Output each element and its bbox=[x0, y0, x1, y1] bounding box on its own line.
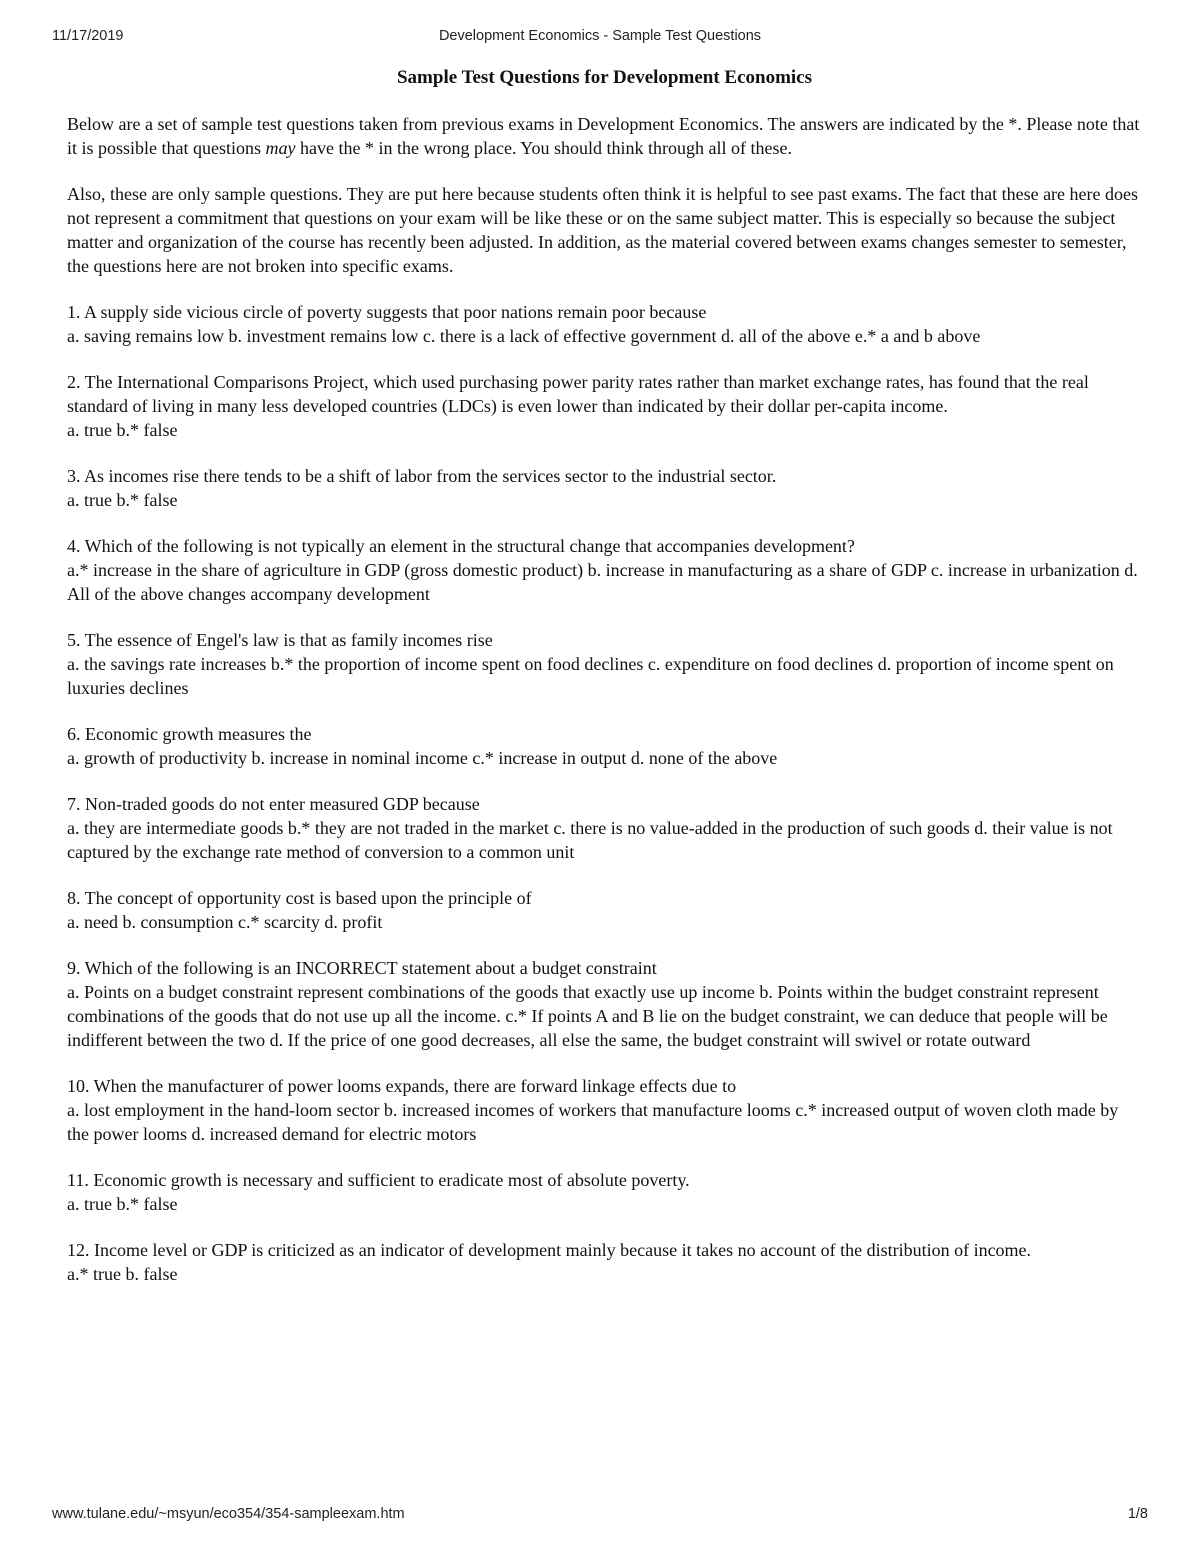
question-10 bbox=[67, 1074, 1142, 1146]
question-options: a. the savings rate increases b.* the proportion of income spent on food declines c. expenditure on food declines d. proportion of income spent on luxuries declines bbox=[67, 654, 1114, 698]
question-text: 10. When the manufacturer of power looms expands, there are forward linkage effects due to bbox=[67, 1076, 737, 1096]
print-header-title: Development Economics - Sample Test Questions bbox=[438, 28, 762, 44]
question-text: 3. As incomes rise there tends to be a shift of labor from the services sector to the industrial sector. bbox=[67, 466, 777, 486]
question-2 bbox=[67, 370, 1142, 442]
footer-url: www.tulane.edu/~msyun/eco354/354-sampleexam.htm bbox=[52, 1506, 405, 1522]
question-5 bbox=[67, 628, 1142, 700]
question-text: 7. Non-traded goods do not enter measured GDP because bbox=[67, 794, 480, 814]
question-options: a. lost employment in the hand-loom sector b. increased incomes of workers that manufacture looms c.* increased output of woven cloth made by the power looms d. increased demand for electric motors bbox=[67, 1100, 1119, 1144]
page-number: 1/8 bbox=[1127, 1506, 1148, 1522]
question-6 bbox=[67, 722, 1142, 770]
question-text: 2. The International Comparisons Project, which used purchasing power parity rates rather than market exchange rates, has found that the real standard of living in many less developed countries (LDCs) is even lower than indicated by their dollar per-capita income. bbox=[67, 372, 1089, 416]
question-text: 11. Economic growth is necessary and sufficient to eradicate most of absolute poverty. bbox=[67, 1170, 690, 1190]
question-options: a.* true b. false bbox=[67, 1264, 178, 1284]
question-9 bbox=[67, 956, 1142, 1052]
print-date: 11/17/2019 bbox=[52, 28, 124, 44]
question-7 bbox=[67, 792, 1142, 864]
question-options: a. true b.* false bbox=[67, 1194, 178, 1214]
question-3 bbox=[67, 464, 1142, 512]
intro-1-text-end: have the * in the wrong place. You should think through all of these. bbox=[295, 138, 792, 158]
question-11 bbox=[67, 1168, 1142, 1216]
question-8 bbox=[67, 886, 1142, 934]
page-title: Sample Test Questions for Development Economics bbox=[396, 67, 812, 88]
intro-1-emphasis: may bbox=[265, 138, 296, 158]
question-4 bbox=[67, 534, 1142, 606]
question-text: 6. Economic growth measures the bbox=[67, 724, 312, 744]
intro-1-text-start: Below are a set of sample test questions taken from previous exams in Development Economics. The answers are indicated by the *. Please note that it is possible that questions bbox=[67, 114, 1140, 158]
question-text: 12. Income level or GDP is criticized as an indicator of development mainly because it takes no account of the distribution of income. bbox=[67, 1240, 1032, 1260]
question-options: a. saving remains low b. investment remains low c. there is a lack of effective government d. all of the above e.* a and b above bbox=[67, 326, 981, 346]
question-text: 1. A supply side vicious circle of poverty suggests that poor nations remain poor because bbox=[67, 302, 707, 322]
question-options: a. they are intermediate goods b.* they are not traded in the market c. there is no value-added in the production of such goods d. their value is not captured by the exchange rate method of conversion to a common unit bbox=[67, 818, 1113, 862]
intro-paragraph-1 bbox=[67, 112, 1142, 160]
question-1 bbox=[67, 300, 1142, 348]
question-text: 5. The essence of Engel's law is that as family incomes rise bbox=[67, 630, 493, 650]
question-options: a. true b.* false bbox=[67, 420, 178, 440]
intro-paragraph-2: Also, these are only sample questions. They are put here because students often think it is helpful to see past exams. The fact that these are here does not represent a commitment that questions on your exam will be like these or on the same subject matter. This is especially so because the subject matter and organization of the course has recently been adjusted. In addition, as the material covered between exams changes semester to semester, the questions here are not broken into specific exams. bbox=[67, 184, 1139, 276]
question-options: a. need b. consumption c.* scarcity d. profit bbox=[67, 912, 383, 932]
document-body bbox=[67, 66, 1142, 1308]
question-text: 9. Which of the following is an INCORRECT statement about a budget constraint bbox=[67, 958, 657, 978]
question-text: 4. Which of the following is not typically an element in the structural change that accompanies development? bbox=[67, 536, 855, 556]
question-text: 8. The concept of opportunity cost is based upon the principle of bbox=[67, 888, 532, 908]
question-options: a.* increase in the share of agriculture in GDP (gross domestic product) b. increase in manufacturing as a share of GDP c. increase in urbanization d. All of the above changes accompany development bbox=[67, 560, 1138, 604]
question-options: a. Points on a budget constraint represent combinations of the goods that exactly use up income b. Points within the budget constraint represent combinations of the goods that do not use up all the income. c.* If points A and B lie on the budget constraint, we can deduce that people will be indifferent between the two d. If the price of one good decreases, all else the same, the budget constraint will swivel or rotate outward bbox=[67, 982, 1108, 1050]
question-options: a. growth of productivity b. increase in nominal income c.* increase in output d. none of the above bbox=[67, 748, 778, 768]
question-options: a. true b.* false bbox=[67, 490, 178, 510]
question-12 bbox=[67, 1238, 1142, 1286]
